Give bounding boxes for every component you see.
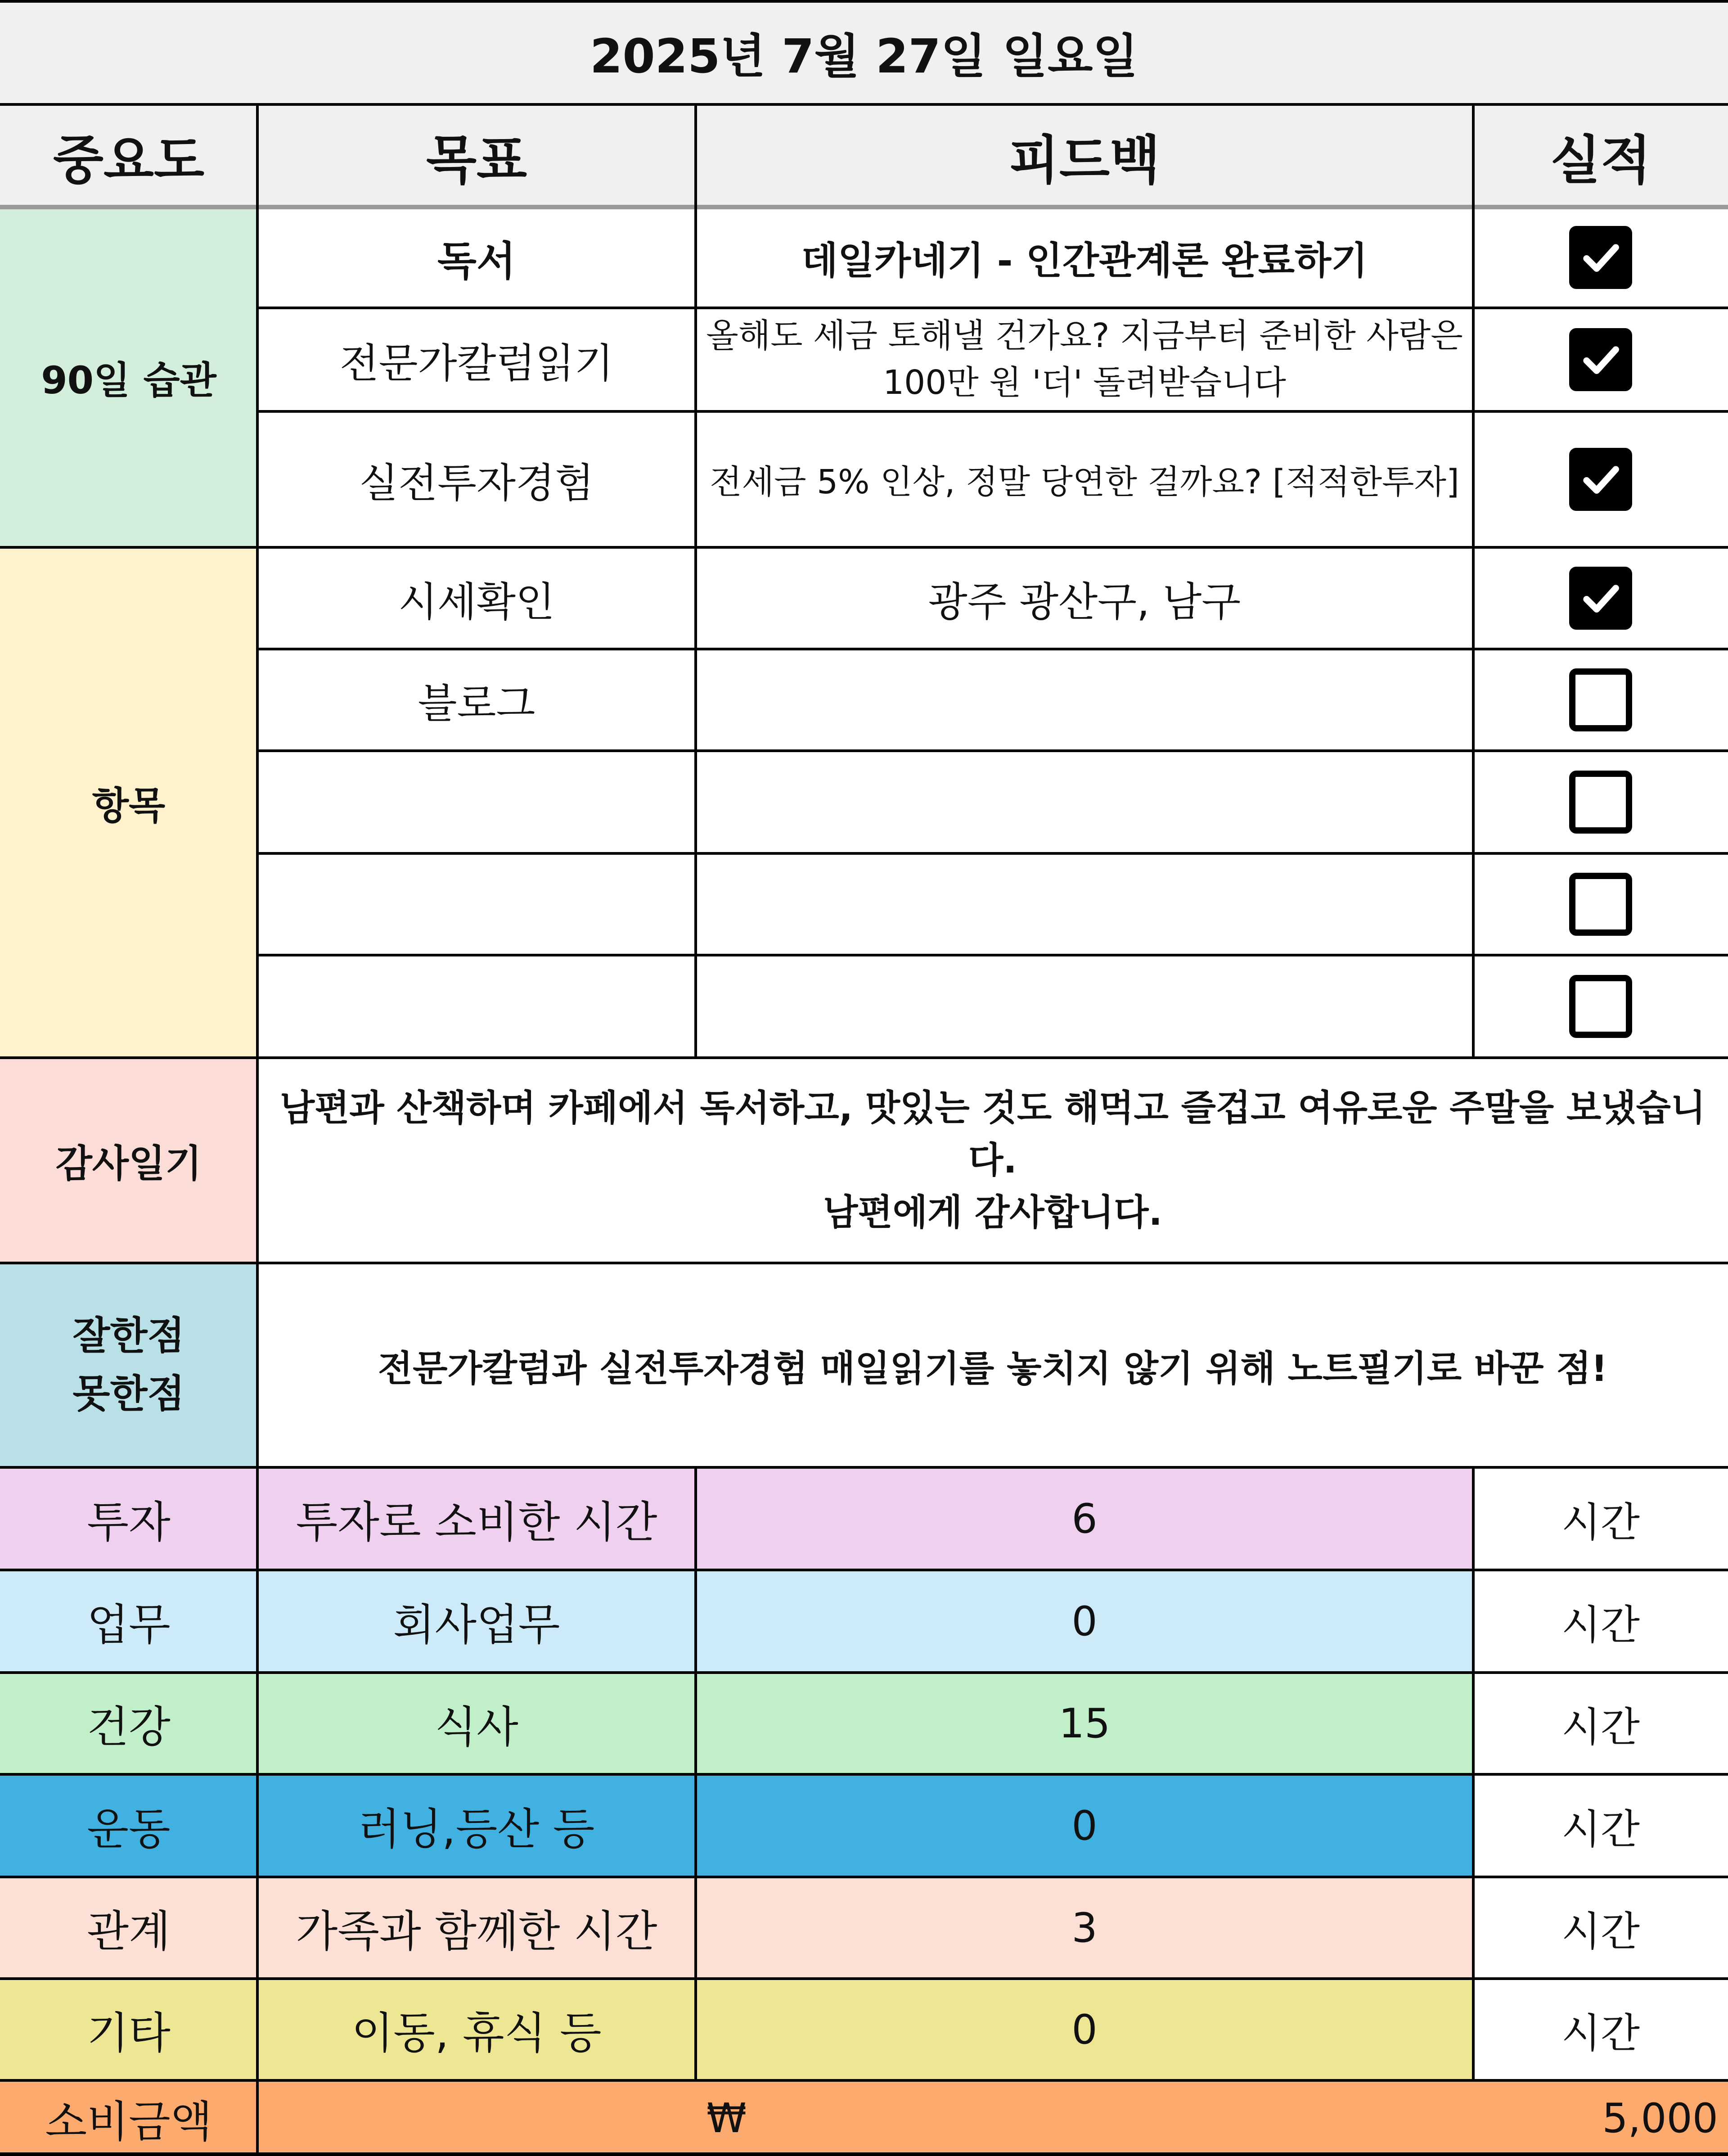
grid-line bbox=[0, 1977, 1728, 1980]
time-category-work bbox=[0, 1570, 257, 1673]
item-result-3 bbox=[1473, 751, 1728, 853]
habit-2-checkbox[interactable] bbox=[1569, 328, 1632, 391]
header-feedback-label: 피드백 bbox=[1008, 130, 1161, 191]
time-desc-work bbox=[257, 1570, 696, 1673]
item-feedback-4[interactable] bbox=[696, 853, 1473, 955]
habit-feedback-3[interactable] bbox=[696, 411, 1473, 547]
time-category-invest-text: 투자 bbox=[87, 1497, 171, 1547]
review-label-good: 잘한점 bbox=[72, 1313, 185, 1358]
time-unit-work bbox=[1473, 1570, 1728, 1673]
time-unit-relation-text: 시간 bbox=[1562, 1908, 1640, 1955]
time-category-health bbox=[0, 1673, 257, 1774]
habit-1-checkbox[interactable] bbox=[1569, 226, 1632, 289]
grid-line bbox=[257, 410, 1728, 413]
item-feedback-2[interactable] bbox=[696, 649, 1473, 751]
time-category-exercise-text: 운동 bbox=[87, 1804, 171, 1854]
header-feedback bbox=[696, 104, 1473, 207]
header-result bbox=[1473, 104, 1728, 207]
review-text-cell[interactable] bbox=[257, 1263, 1728, 1467]
gratitude-label-cell bbox=[0, 1058, 257, 1263]
time-value-health[interactable] bbox=[696, 1673, 1473, 1774]
grid-line bbox=[257, 954, 1728, 956]
time-unit-invest-text: 시간 bbox=[1562, 1499, 1640, 1546]
header-goal-label: 목표 bbox=[426, 130, 527, 191]
grid-line bbox=[257, 307, 1728, 309]
grid-line bbox=[0, 2079, 1728, 2082]
item-goal-2 bbox=[257, 649, 696, 751]
gratitude-text-cell[interactable] bbox=[257, 1058, 1728, 1263]
time-unit-invest bbox=[1473, 1467, 1728, 1570]
time-value-relation[interactable] bbox=[696, 1877, 1473, 1979]
habit-goal-1-text: 독서 bbox=[437, 238, 516, 285]
time-unit-health bbox=[1473, 1673, 1728, 1774]
grid-line bbox=[0, 1466, 1728, 1469]
grid-line bbox=[0, 205, 1728, 209]
review-label-bad: 못한점 bbox=[72, 1371, 185, 1416]
review-label-cell bbox=[0, 1263, 257, 1467]
item-result-2 bbox=[1473, 649, 1728, 751]
items-section-label bbox=[0, 547, 257, 1058]
time-category-etc-text: 기타 bbox=[87, 2007, 171, 2058]
habit-feedback-1[interactable] bbox=[696, 207, 1473, 308]
item-2-checkbox[interactable] bbox=[1569, 668, 1632, 731]
checkmark-icon bbox=[1575, 573, 1626, 623]
gratitude-label: 감사일기 bbox=[55, 1141, 202, 1186]
checkmark-icon bbox=[1575, 454, 1626, 505]
grid-line bbox=[694, 1467, 697, 2080]
time-value-health-text: 15 bbox=[1058, 1700, 1111, 1747]
habit-result-2 bbox=[1473, 308, 1728, 411]
item-result-4 bbox=[1473, 853, 1728, 955]
spending-label: 소비금액 bbox=[45, 2096, 212, 2147]
habit-goal-3-text: 실전투자경험 bbox=[359, 460, 594, 507]
habit-label: 90일 습관 bbox=[41, 358, 216, 402]
grid-line bbox=[257, 749, 1728, 752]
time-desc-health bbox=[257, 1673, 696, 1774]
grid-line bbox=[0, 1056, 1728, 1059]
item-feedback-1-text: 광주 광산구, 남구 bbox=[928, 578, 1241, 626]
grid-line bbox=[1472, 104, 1475, 1058]
habit-feedback-3-text: 전세금 5% 인상, 정말 당연한 걸까요? [적적한투자] bbox=[710, 463, 1459, 501]
grid-line bbox=[694, 104, 697, 1058]
time-desc-relation bbox=[257, 1877, 696, 1979]
currency-symbol: ₩ bbox=[706, 2094, 747, 2142]
header-result-label: 실적 bbox=[1550, 130, 1652, 191]
grid-line bbox=[0, 2152, 1728, 2156]
item-feedback-3[interactable] bbox=[696, 751, 1473, 853]
grid-line bbox=[0, 1773, 1728, 1776]
time-category-exercise bbox=[0, 1774, 257, 1877]
item-feedback-1[interactable] bbox=[696, 547, 1473, 649]
time-unit-health-text: 시간 bbox=[1562, 1704, 1640, 1751]
time-value-work[interactable] bbox=[696, 1570, 1473, 1673]
page-title: 2025년 7월 27일 일요일 bbox=[590, 29, 1138, 84]
review-text: 전문가칼럼과 실전투자경험 매일읽기를 놓치지 않기 위해 노트필기로 바꾼 점! bbox=[378, 1347, 1608, 1389]
item-goal-4[interactable] bbox=[257, 853, 696, 955]
checkmark-icon bbox=[1575, 334, 1626, 385]
time-category-relation-text: 관계 bbox=[87, 1906, 171, 1957]
spending-label-cell bbox=[0, 2080, 257, 2156]
time-unit-relation bbox=[1473, 1877, 1728, 1979]
habit-feedback-2-line2: 100만 원 '더' 돌려받습니다 bbox=[883, 363, 1286, 402]
time-desc-invest-text: 투자로 소비한 시간 bbox=[296, 1497, 657, 1547]
time-value-relation-text: 3 bbox=[1071, 1904, 1098, 1952]
checkmark-icon bbox=[1575, 232, 1626, 283]
time-desc-relation-text: 가족과 함께한 시간 bbox=[296, 1906, 657, 1957]
item-4-checkbox[interactable] bbox=[1569, 873, 1632, 936]
time-value-exercise-text: 0 bbox=[1071, 1802, 1098, 1849]
grid-line bbox=[0, 103, 1728, 106]
time-category-relation bbox=[0, 1877, 257, 1979]
habit-section-label bbox=[0, 207, 257, 547]
grid-line bbox=[0, 1671, 1728, 1674]
habit-goal-2-text: 전문가칼럼읽기 bbox=[339, 340, 614, 387]
time-unit-etc-text: 시간 bbox=[1562, 2010, 1640, 2057]
header-goal bbox=[257, 104, 696, 207]
spending-amount-cell[interactable] bbox=[257, 2080, 1728, 2156]
grid-line bbox=[1472, 1467, 1475, 2080]
title-cell bbox=[0, 0, 1728, 104]
habit-result-3 bbox=[1473, 411, 1728, 547]
time-value-etc[interactable] bbox=[696, 1979, 1473, 2080]
habit-3-checkbox[interactable] bbox=[1569, 448, 1632, 511]
item-goal-3[interactable] bbox=[257, 751, 696, 853]
item-result-1 bbox=[1473, 547, 1728, 649]
time-category-work-text: 업무 bbox=[87, 1599, 171, 1650]
grid-line bbox=[0, 546, 1728, 549]
time-value-invest[interactable] bbox=[696, 1467, 1473, 1570]
time-desc-exercise bbox=[257, 1774, 696, 1877]
time-unit-exercise bbox=[1473, 1774, 1728, 1877]
grid-line bbox=[257, 648, 1728, 650]
item-1-checkbox[interactable] bbox=[1569, 567, 1632, 630]
item-3-checkbox[interactable] bbox=[1569, 771, 1632, 834]
habit-result-1 bbox=[1473, 207, 1728, 308]
habit-goal-2 bbox=[257, 308, 696, 411]
item-5-checkbox[interactable] bbox=[1569, 975, 1632, 1038]
items-label: 항목 bbox=[92, 783, 166, 828]
gratitude-line-2: 남편에게 감사합니다. bbox=[823, 1191, 1162, 1233]
time-category-health-text: 건강 bbox=[87, 1701, 171, 1752]
habit-feedback-2-line1: 올해도 세금 토해낼 건가요? 지금부터 준비한 사람은 bbox=[706, 316, 1463, 356]
time-value-exercise[interactable] bbox=[696, 1774, 1473, 1877]
gratitude-line-1: 남편과 산책하며 카페에서 독서하고, 맛있는 것도 해먹고 즐겁고 여유로운 주말을 보냈습니다. bbox=[279, 1087, 1706, 1181]
time-category-etc bbox=[0, 1979, 257, 2080]
time-desc-health-text: 식사 bbox=[435, 1701, 518, 1752]
grid-line bbox=[257, 852, 1728, 855]
header-priority-label: 중요도 bbox=[53, 130, 205, 191]
spending-amount: 5,000 bbox=[1602, 2094, 1718, 2142]
time-desc-work-text: 회사업무 bbox=[393, 1599, 560, 1650]
time-value-invest-text: 6 bbox=[1071, 1495, 1098, 1543]
time-desc-etc bbox=[257, 1979, 696, 2080]
item-goal-1-text: 시세확인 bbox=[398, 578, 555, 626]
time-unit-work-text: 시간 bbox=[1562, 1601, 1640, 1649]
time-unit-etc bbox=[1473, 1979, 1728, 2080]
time-category-invest bbox=[0, 1467, 257, 1570]
time-desc-exercise-text: 러닝,등산 등 bbox=[358, 1804, 595, 1854]
time-value-work-text: 0 bbox=[1071, 1597, 1098, 1645]
item-goal-5[interactable] bbox=[257, 955, 696, 1058]
header-priority bbox=[0, 104, 257, 207]
time-value-etc-text: 0 bbox=[1071, 2006, 1098, 2053]
habit-feedback-2[interactable] bbox=[696, 308, 1473, 411]
item-feedback-5[interactable] bbox=[696, 955, 1473, 1058]
time-unit-exercise-text: 시간 bbox=[1562, 1806, 1640, 1853]
habit-goal-3 bbox=[257, 411, 696, 547]
item-result-5 bbox=[1473, 955, 1728, 1058]
grid-line bbox=[0, 1262, 1728, 1264]
grid-line bbox=[256, 104, 259, 2156]
time-desc-invest bbox=[257, 1467, 696, 1570]
item-goal-2-text: 블로그 bbox=[418, 680, 536, 727]
habit-feedback-1-text: 데일카네기 - 인간관계론 완료하기 bbox=[801, 238, 1368, 283]
time-desc-etc-text: 이동, 휴식 등 bbox=[351, 2007, 602, 2058]
habit-goal-1 bbox=[257, 207, 696, 308]
item-goal-1 bbox=[257, 547, 696, 649]
grid-line bbox=[0, 1569, 1728, 1571]
grid-line bbox=[0, 0, 1728, 3]
grid-line bbox=[0, 1876, 1728, 1878]
